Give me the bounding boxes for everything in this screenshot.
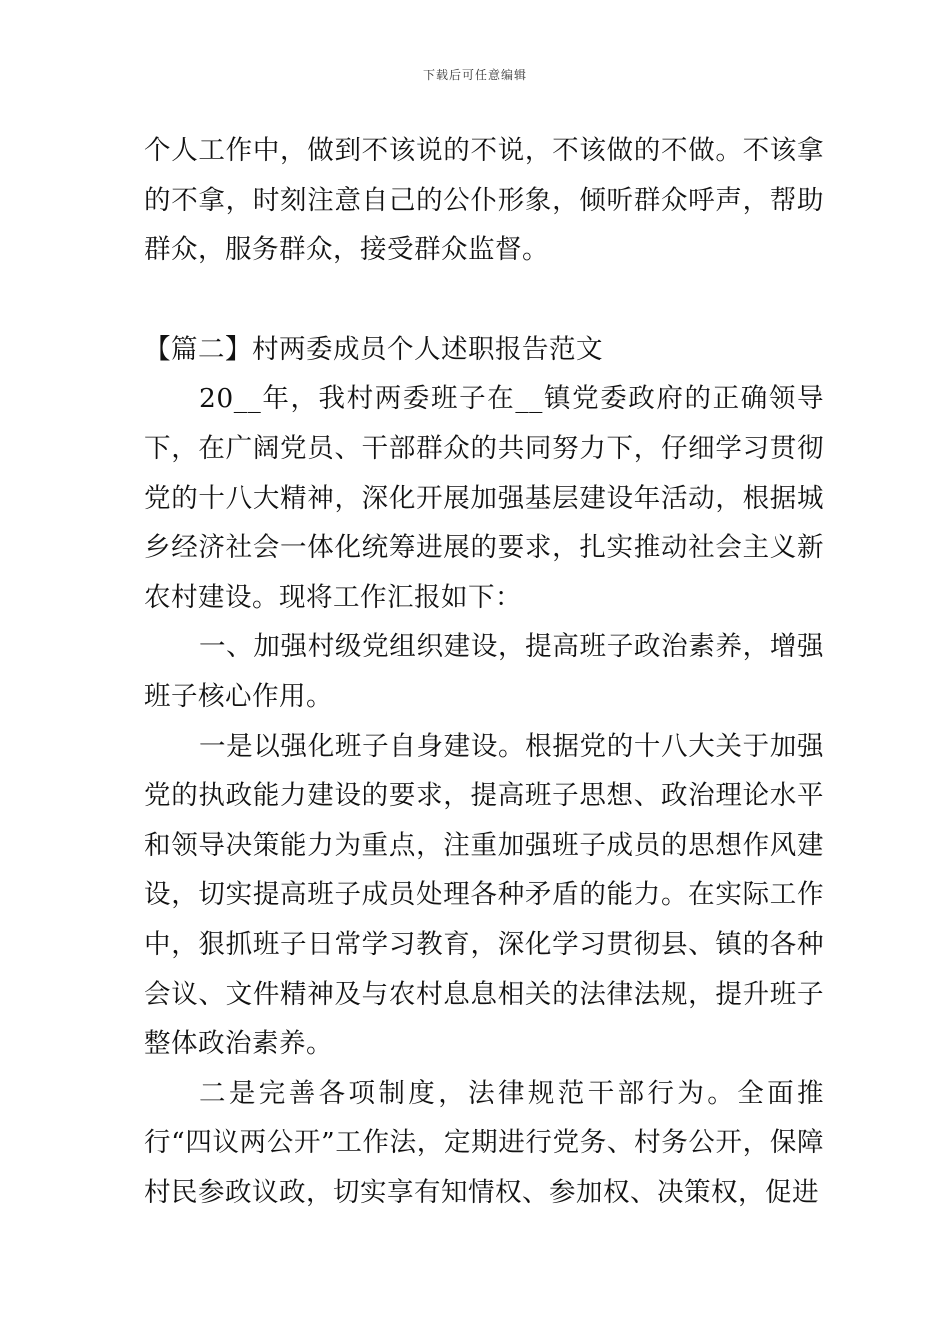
paragraph-continuation: 个人工作中，做到不该说的不说，不该做的不做。不该拿的不拿，时刻注意自己的公仆形象，倾听群众呼声，帮助群众，服务群众，接受群众监督。 (144, 135, 824, 266)
paragraph-sub-one: 一是以强化班子自身建设。根据党的十八大关于加强党的执政能力建设的要求，提高班子思想、政治理论水平和领导决策能力为重点，注重加强班子成员的思想作风建设，切实提高班子成员处理各种矛盾的能力。在实际工作中，狠抓班子日常学习教育，深化学习贯彻县、镇的各种会议、文件精神及与农村息息相关的法律法规，提升班子整体政治素养。 (144, 730, 824, 1060)
document-body (144, 126, 824, 1217)
section-heading: 【篇二】村两委成员个人述职报告范文 (144, 333, 603, 365)
page-header-note: 下载后可任意编辑 (422, 68, 527, 82)
paragraph-intro: 20__年，我村两委班子在__镇党委政府的正确领导下，在广阔党员、干部群众的共同努力下，仔细学习贯彻党的十八大精神，深化开展加强基层建设年活动，根据城乡经济社会一体化统筹进展的要求，扎实推动社会主义新农村建设。现将工作汇报如下： (144, 383, 824, 613)
paragraph-sub-two: 二是完善各项制度，法律规范干部行为。全面推行“四议两公开”工作法，定期进行党务、村务公开，保障村民参政议政，切实享有知情权、参加权、决策权，促进 (144, 1077, 824, 1208)
paragraph-point-one: 一、加强村级党组织建设，提高班子政治素养，增强班子核心作用。 (144, 631, 824, 712)
